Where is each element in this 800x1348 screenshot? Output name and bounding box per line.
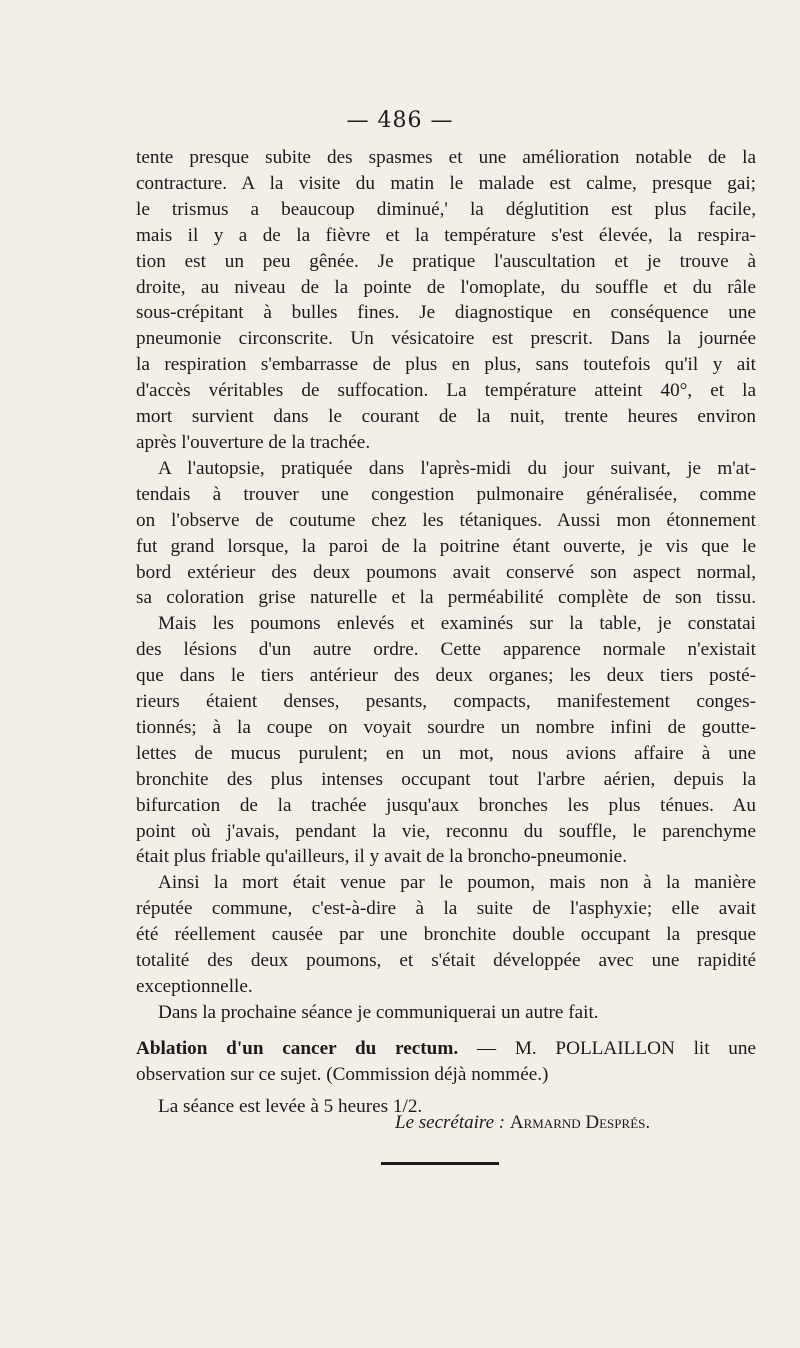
text-line: rieurs étaient denses, pesants, compacts, manifestement conges- [136, 691, 756, 713]
heading-rest: lit une [693, 1037, 757, 1059]
closing-line: La séance est levée à 5 heures 1/2. [158, 1095, 423, 1117]
text-line: réputée commune, c'est-à-dire à la suite de l'asphyxie; elle avait [136, 898, 756, 920]
text-line: exceptionnelle. [136, 976, 253, 997]
heading-continuation: observation sur ce sujet. (Commission déjà nommée.) [136, 1063, 549, 1085]
signature-name: Armarnd Després. [509, 1112, 651, 1133]
text-line: pneumonie circonscrite. Un vésicatoire est prescrit. Dans la journée [136, 328, 756, 350]
heading-author: M. POLLAILLON [514, 1037, 675, 1059]
text-line: des lésions d'un autre ordre. Cette apparence normale n'existait [136, 639, 756, 661]
text-line: été réellement causée par une bronchite double occupant la presque [136, 924, 756, 946]
page-number: — 486 — [346, 108, 454, 133]
text-line: Mais les poumons enlevés et examinés sur la table, je constatai [158, 613, 756, 635]
heading-dash: — [476, 1037, 497, 1059]
text-line: point où j'avais, pendant la vie, reconnu du souffle, le parenchyme [136, 820, 756, 842]
text-line: lettes de mucus purulent; en un mot, nous avions affaire à une [136, 742, 756, 764]
text-line: sous-crépitant à bulles fines. Je diagnostique en conséquence une [136, 302, 756, 324]
text-line: était plus friable qu'ailleurs, il y avait de la broncho-pneumonie. [136, 846, 627, 868]
heading-title: Ablation d'un cancer du rectum. [136, 1037, 459, 1059]
text-line: que dans le tiers antérieur des deux organes; les deux tiers posté- [136, 665, 756, 687]
text-line: Dans la prochaine séance je communiquerai un autre fait. [158, 1001, 599, 1023]
text-line: mais il y a de la fièvre et la température s'est élevée, la respira- [136, 224, 756, 246]
text-line: tente presque subite des spasmes et une amélioration notable de la [136, 147, 756, 168]
text-line: droite, au niveau de la pointe de l'omoplate, du souffle et du râle [136, 276, 756, 298]
text-line: A l'autopsie, pratiquée dans l'après-midi du jour suivant, je m'at- [158, 457, 756, 479]
text-line: on l'observe de coutume chez les tétaniques. Aussi mon étonnement [136, 509, 756, 531]
text-line: bifurcation de la trachée jusqu'aux bronches les plus ténues. Au [136, 794, 756, 816]
signature-role: Le secrétaire : [395, 1112, 506, 1133]
text-line: la respiration s'embarrasse de plus en plus, sans toutefois qu'il y ait [136, 354, 756, 376]
text-line: tendais à trouver une congestion pulmonaire généralisée, comme [136, 483, 756, 505]
signature [395, 1112, 715, 1134]
section-heading [136, 1036, 756, 1062]
text-line: mort survient dans le courant de la nuit, trente heures environ [136, 406, 756, 428]
body-text [136, 145, 756, 1120]
text-line: bronchite des plus intenses occupant tout l'arbre aérien, depuis la [136, 768, 756, 790]
text-line: bord extérieur des deux poumons avait conservé son aspect normal, [136, 561, 756, 583]
closing-rule [381, 1162, 499, 1165]
text-line: tion est un peu gênée. Je pratique l'auscultation et je trouve à [136, 250, 756, 272]
text-line: sa coloration grise naturelle et la perméabilité complète de son tissu. [136, 587, 756, 609]
text-line: tionnés; à la coupe on voyait sourdre un nombre infini de goutte- [136, 716, 756, 738]
text-line: totalité des deux poumons, et s'était développée avec une rapidité [136, 950, 756, 972]
text-line: après l'ouverture de la trachée. [136, 431, 371, 453]
text-line: le trismus a beaucoup diminué,' la déglutition est plus facile, [136, 198, 756, 220]
text-line: Ainsi la mort était venue par le poumon, mais non à la manière [158, 872, 756, 894]
text-line: fut grand lorsque, la paroi de la poitrine étant ouverte, je vis que le [136, 535, 756, 557]
text-line: contracture. A la visite du matin le malade est calme, presque gai; [136, 172, 756, 194]
text-line: d'accès véritables de suffocation. La température atteint 40°, et la [136, 380, 756, 402]
